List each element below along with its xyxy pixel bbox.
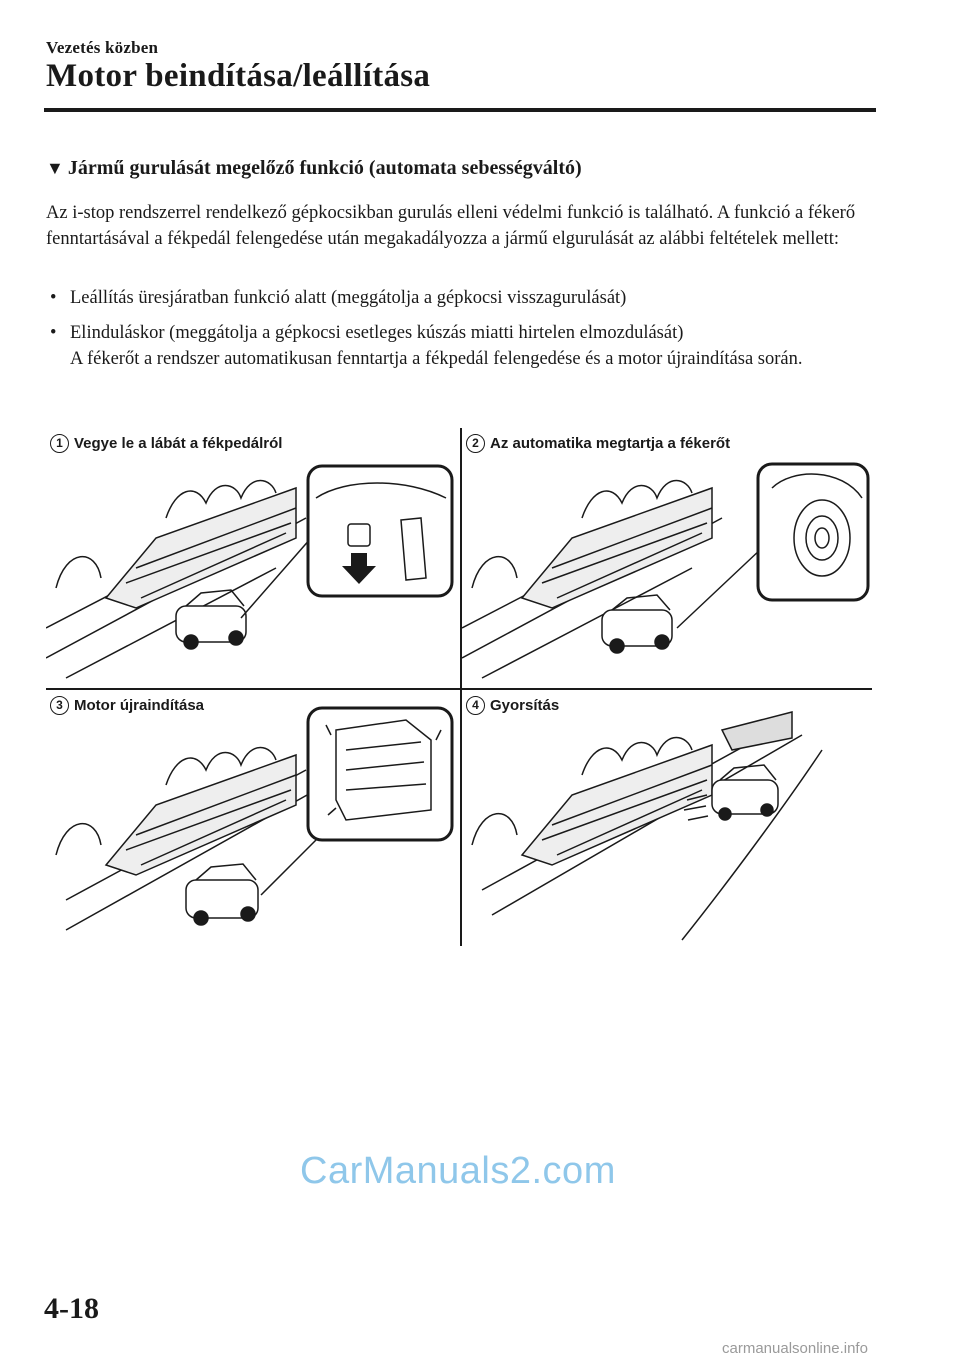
bullet-dot-icon: • [50,288,57,308]
chapter-title: Motor beindítása/leállítása [46,58,431,94]
bullet-list [46,285,876,381]
scene-road-illustration [46,690,456,948]
illustration-panel-3 [46,690,456,948]
watermark: CarManuals2.com [300,1150,616,1192]
step-number: 1 [50,434,69,453]
panel-label: Vegye le a lábát a fékpedálról [74,435,283,452]
illustration-grid [46,428,872,948]
panel-label: Gyorsítás [490,697,560,714]
panel-label: Az automatika megtartja a fékerőt [490,435,731,452]
bullet-dot-icon: • [50,323,57,343]
inset-brake [758,464,868,600]
scene-road-illustration [46,428,456,686]
bullet-text: Leállítás üresjáratban funkció alatt (meggátolja a gépkocsi visszagurulását) [70,288,627,308]
list-item [46,320,876,372]
illustration-panel-2 [462,428,872,686]
panel-label: Motor újraindítása [74,697,205,714]
list-item [46,285,876,311]
scene-road-illustration [462,690,872,948]
scene-road-illustration [462,428,872,686]
step-number: 2 [466,434,485,453]
intro-paragraph [46,200,876,252]
intro-text: Az i-stop rendszerrel rendelkező gépkocsikban gurulás elleni védelmi funkció is található. A funkció a fékerő fenntartásával a fékpedál felengedése után megakadályozza a jármű elgurulását az alábbi feltételek mellett: [46,203,856,249]
section-label: Vezetés közben [46,38,159,57]
footer-site-link[interactable]: carmanualsonline.info [722,1340,868,1357]
bullet-subtext: A fékerőt a rendszer automatikusan fenntartja a fékpedál felengedése és a motor újraindítása során. [70,349,803,369]
page-number: 4-18 [44,1292,99,1325]
title-rule [44,108,876,112]
subheading [46,157,582,180]
bullet-text: Elinduláskor (meggátolja a gépkocsi esetleges kúszás miatti hirtelen elmozdulását) [70,323,684,343]
subheading-text: Jármű gurulását megelőző funkció (automata sebességváltó) [67,157,582,179]
triangle-down-icon: ▼ [46,158,64,178]
step-number: 3 [50,696,69,715]
illustration-panel-1 [46,428,456,686]
inset-pedal [308,466,452,596]
illustration-panel-4 [462,690,872,948]
step-number: 4 [466,696,485,715]
